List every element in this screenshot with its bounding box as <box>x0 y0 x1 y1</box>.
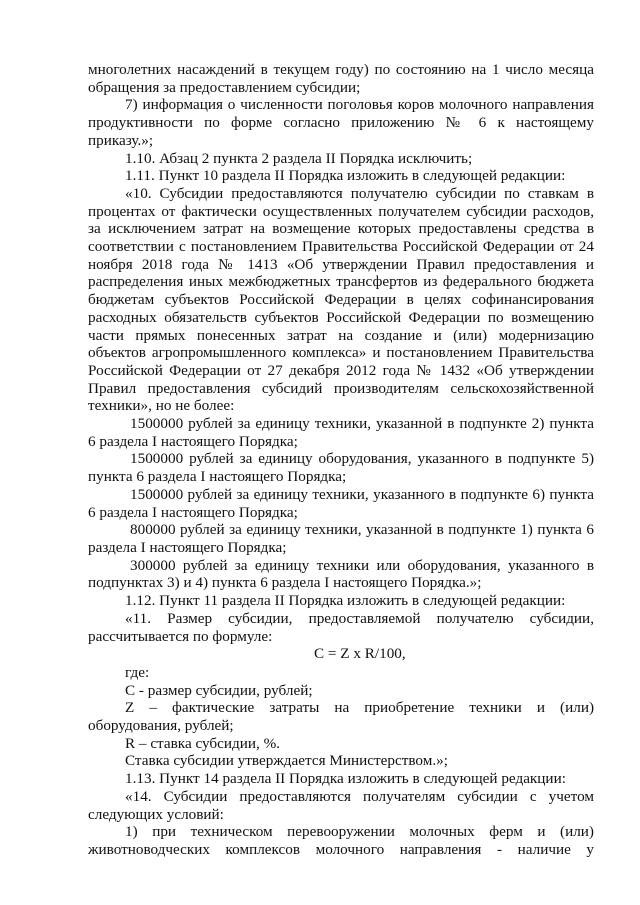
paragraph-rate-4: 800000 рублей за единицу техники, указанной в подпункте 1) пункта 6 раздела I настоящего Порядка; <box>88 521 594 556</box>
paragraph-point-11: «11. Размер субсидии, предоставляемой получателю субсидии, рассчитывается по формуле: <box>88 609 594 645</box>
paragraph-rate-approval: Ставка субсидии утверждается Министерством.»; <box>125 752 448 770</box>
paragraph-point-10: «10. Субсидии предоставляются получателю субсидии по ставкам в процентах от фактически осуществленных получателем субсидии расходов, за исключением затрат на возмещение которых предоставлены средства в соответствии с постановлением Правительства Российской Федерации от 24 ноября 2018 года № 1413 «Об утверждении Правил предоставления и распределения иных межбюджетных трансфертов из федерального бюджета бюджетам субъектов Российской Федерации в целях софинансирования расходных обязательств субъектов Российской Федерации по возмещению части прямых понесенных затрат на создание и (или) модернизацию объектов агропромышленного комплекса» и постановлением Правительства Российской Федерации от 27 декабря 2012 года № 1432 «Об утверждении Правил предоставления субсидий производителям сельскохозяйственной техники», но не более: <box>88 184 594 415</box>
document-body <box>88 61 594 859</box>
paragraph-rate-3: 1500000 рублей за единицу техники, указанного в подпункте 6) пункта 6 раздела I настоящего Порядка; <box>88 485 594 521</box>
paragraph-def-r: R – ставка субсидии, %. <box>125 734 281 752</box>
paragraph-1-13: 1.13. Пункт 14 раздела II Порядка изложить в следующей редакции: <box>125 770 566 788</box>
paragraph-def-z: Z – фактические затраты на приобретение техники и (или) оборудования, рублей; <box>88 699 594 735</box>
paragraph-where: где: <box>125 663 150 681</box>
paragraph-rate-1: 1500000 рублей за единицу техники, указанной в подпункте 2) пункта 6 раздела I настоящего Порядка; <box>88 415 594 450</box>
paragraph-def-c: C - размер субсидии, рублей; <box>125 681 313 699</box>
paragraph-1-12: 1.12. Пункт 11 раздела II Порядка изложить в следующей редакции: <box>125 592 566 610</box>
paragraph-1-11: 1.11. Пункт 10 раздела II Порядка изложить в следующей редакции: <box>125 167 566 185</box>
paragraph-item-7: 7) информация о численности поголовья коров молочного направления продуктивности по форме согласно приложению № 6 к настоящему приказу.»; <box>88 96 594 149</box>
paragraph-condition-1: 1) при техническом перевооружении молочных ферм и (или) животноводческих комплексов молочного направления - наличие у <box>88 823 594 858</box>
paragraph-1-10: 1.10. Абзац 2 пункта 2 раздела II Порядка исключить; <box>125 149 473 167</box>
paragraph-rate-2: 1500000 рублей за единицу оборудования, указанного в подпункте 5) пункта 6 раздела I настоящего Порядка; <box>88 450 594 486</box>
paragraph-rate-5: 300000 рублей за единицу техники или оборудования, указанного в подпунктах 3) и 4) пункта 6 раздела I настоящего Порядка.»; <box>88 556 594 592</box>
paragraph-continuation: многолетних насаждений в текущем году) по состоянию на 1 число месяца обращения за предоставлением субсидии; <box>88 61 594 96</box>
formula: C = Z x R/100, <box>314 645 406 663</box>
paragraph-point-14: «14. Субсидии предоставляются получателям субсидии с учетом следующих условий: <box>88 787 594 823</box>
